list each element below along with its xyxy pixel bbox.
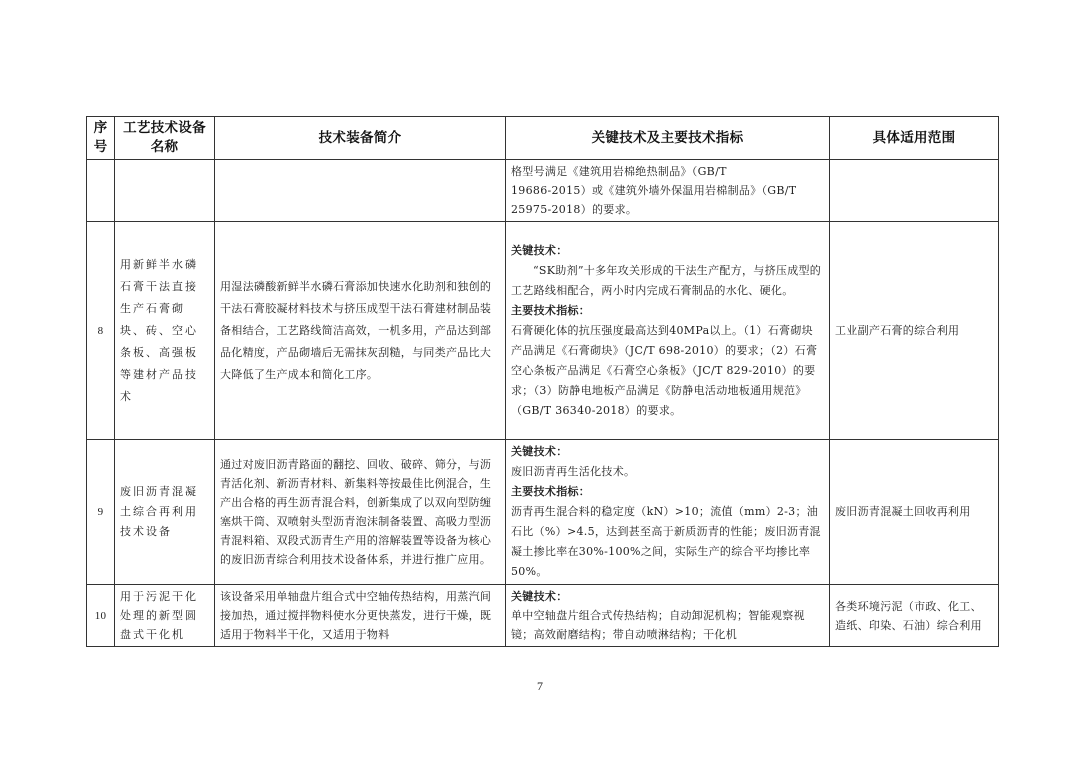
cell-name: 用于污泥干化处理的新型圆盘式干化机 [115,585,215,647]
cell-name: 用新鲜半水磷石膏干法直接生产石膏砌块、砖、空心条板、高强板等建材产品技术 [115,222,215,440]
key-index-text: 沥青再生混合料的稳定度（kN）>10；流值（mm）2-3；油石比（%）>4.5，达到甚至高于新质沥青的性能；废旧沥青混凝土掺比率在30%-100%之间，实际生产的综合平均掺比率50%。 [511,505,821,578]
cell-key-tech [506,585,830,647]
table-row [87,222,999,440]
key-tech-text: 废旧沥青再生活化技术。 [511,465,636,478]
cell-name: 废旧沥青混凝土综合再利用技术设备 [115,440,215,585]
key-tech-title: 关键技术： [511,445,568,458]
table-row [87,585,999,647]
key-tech-text: “SK助剂”十多年攻关形成的干法生产配方，与挤压成型的工艺路线相配合，两小时内完成石膏制品的水化、硬化。 [511,263,822,297]
table-header-row [87,117,999,160]
key-text-line: 19686-2015）或《建筑外墙外保温用岩棉制品》（GB/T [511,184,797,197]
key-tech-title: 关键技术： [511,243,568,257]
cell-serial: 9 [87,440,115,585]
cell-scope: 各类环境污泥（市政、化工、造纸、印染、石油）综合利用 [830,585,999,647]
table-row-continuation [87,160,999,222]
key-index-title: 主要技术指标： [511,485,591,498]
key-tech-title: 关键技术： [511,590,568,603]
key-index-title: 主要技术指标： [511,303,591,317]
cell-serial: 10 [87,585,115,647]
page-number: 7 [537,679,543,693]
key-text-line: 25975-2018）的要求。 [511,203,638,216]
header-key-tech: 关键技术及主要技术指标 [506,117,830,160]
header-serial: 序号 [87,117,115,160]
table-row [87,440,999,585]
cell-key-tech [506,440,830,585]
cell-key-tech [506,222,830,440]
key-text-line: 格型号满足《建筑用岩棉绝热制品》（GB/T [511,165,727,178]
cell-brief: 用湿法磷酸新鲜半水磷石膏添加快速水化助剂和独创的干法石膏胶凝材料技术与挤压成型干法石膏建材制品装备相结合，工艺路线简洁高效，一机多用，产品达到部品化精度，产品砌墙后无需抹灰刮糙，与同类产品比大大降低了生产成本和简化工序。 [215,222,506,440]
cell-scope [830,160,999,222]
cell-scope: 工业副产石膏的综合利用 [830,222,999,440]
key-index-text: 石膏硬化体的抗压强度最高达到40MPa以上。（1）石膏砌块产品满足《石膏砌块》（JC/T 698-2010）的要求；（2）石膏空心条板产品满足《石膏空心条板》（JC/T 829-2010）的要求；（3）防静电地板产品满足《防静电活动地板通用规范》（GB/T 36340-2018）的要求。 [511,323,818,417]
header-equipment-name: 工艺技术设备名称 [115,117,215,160]
cell-scope: 废旧沥青混凝土回收再利用 [830,440,999,585]
header-scope: 具体适用范围 [830,117,999,160]
cell-serial [87,160,115,222]
cell-brief: 该设备采用单轴盘片组合式中空轴传热结构，用蒸汽间接加热，通过搅拌物料使水分更快蒸发，进行干燥，既适用于物料半干化，又适用于物料 [215,585,506,647]
cell-name [115,160,215,222]
cell-key-tech [506,160,830,222]
key-tech-text: 单中空轴盘片组合式传热结构；自动卸泥机构；智能观察视镜；高效耐磨结构；带自动喷淋结构；干化机 [511,609,805,641]
header-brief: 技术装备简介 [215,117,506,160]
cell-serial: 8 [87,222,115,440]
cell-brief [215,160,506,222]
technology-table [86,116,999,647]
cell-brief: 通过对废旧沥青路面的翻挖、回收、破碎、筛分，与沥青活化剂、新沥青材料、新集料等按最佳比例混合，生产出合格的再生沥青混合料，创新集成了以双向型防缠塞烘干筒、双喷射头型沥青泡沫制备装置、高吸力型沥青混料箱、双段式沥青生产用的溶解装置等设备为核心的废旧沥青综合利用技术设备体系，并进行推广应用。 [215,440,506,585]
